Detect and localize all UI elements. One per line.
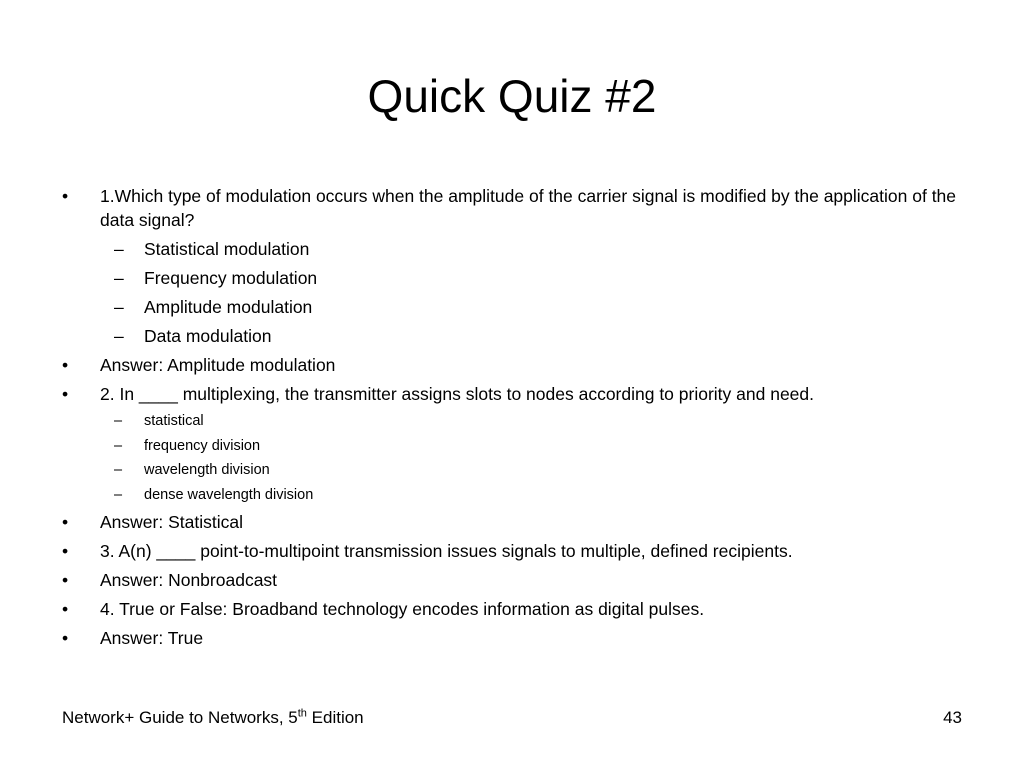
bullet-answer-1 <box>62 353 962 377</box>
sub-marker: – <box>114 437 123 454</box>
bullet-question-2 <box>62 382 962 406</box>
sub-marker: – <box>114 297 124 317</box>
bullet-marker: • <box>62 540 69 561</box>
bullet-marker: • <box>62 186 69 206</box>
sub-marker: – <box>114 487 123 504</box>
footer-title-prefix: Network+ Guide to Networks, 5 <box>62 708 298 727</box>
slide-content <box>62 184 962 655</box>
sub-marker: – <box>114 413 123 429</box>
bullet-text: Answer: True <box>100 627 204 648</box>
bullet-marker: • <box>62 384 69 404</box>
bullet-marker: • <box>62 569 69 590</box>
option-q1-c <box>62 295 962 319</box>
bullet-marker: • <box>62 355 69 375</box>
bullet-question-4 <box>62 597 962 621</box>
bullet-marker: • <box>62 598 69 619</box>
option-q2-b <box>62 436 962 456</box>
footer-book-title <box>62 707 364 729</box>
option-q2-c <box>62 460 962 480</box>
sub-marker: – <box>114 326 124 346</box>
bullet-answer-3 <box>62 568 962 592</box>
footer-edition-sup: th <box>297 707 307 720</box>
sub-marker: – <box>114 462 123 479</box>
option-text: dense wavelength division <box>144 487 314 504</box>
page-number: 43 <box>943 708 962 727</box>
sub-marker: – <box>114 239 124 259</box>
bullet-text: 4. True or False: Broadband technology encodes information as digital pulses. <box>100 598 705 619</box>
option-text: Statistical modulation <box>144 239 310 259</box>
option-text: statistical <box>144 413 204 429</box>
option-text: Amplitude modulation <box>144 297 313 317</box>
bullet-text: Answer: Statistical <box>100 511 243 532</box>
option-text: wavelength division <box>144 462 270 479</box>
option-q1-b <box>62 266 962 290</box>
bullet-text: 2. In ____ multiplexing, the transmitter assigns slots to nodes according to priority and need. <box>100 384 815 404</box>
bullet-text: 1.Which type of modulation occurs when the amplitude of the carrier signal is modified by the application of the data signal? <box>100 186 957 230</box>
bullet-text: Answer: Nonbroadcast <box>100 569 278 590</box>
bullet-answer-4 <box>62 626 962 650</box>
bullet-answer-2 <box>62 510 962 534</box>
option-text: frequency division <box>144 437 261 454</box>
bullet-text: 3. A(n) ____ point-to-multipoint transmission issues signals to multiple, defined recipients. <box>100 540 793 561</box>
bullet-question-1 <box>62 184 962 232</box>
option-q2-d <box>62 485 962 505</box>
bullet-text: Answer: Amplitude modulation <box>100 355 336 375</box>
sub-marker: – <box>114 268 124 288</box>
slide-title: Quick Quiz #2 <box>367 70 657 122</box>
option-q1-a <box>62 237 962 261</box>
bullet-marker: • <box>62 627 69 648</box>
bullet-question-3 <box>62 539 962 563</box>
footer-title-suffix: Edition <box>306 708 364 727</box>
option-q1-d <box>62 324 962 348</box>
option-text: Data modulation <box>144 326 272 346</box>
option-q2-a <box>62 411 962 431</box>
bullet-marker: • <box>62 511 69 532</box>
option-text: Frequency modulation <box>144 268 318 288</box>
